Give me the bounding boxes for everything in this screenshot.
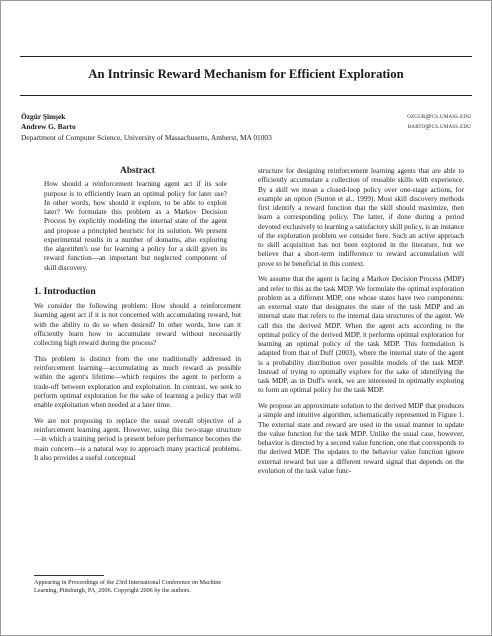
- author-name: Andrew G. Barto: [21, 122, 76, 132]
- paragraph: We are not proposing to replace the usual overall objective of a reinforcement learning agent. However, using this two-stage structure—in which a training period is present before performance becomes the main concern—is a natural way to approach many practical problems. It also provides a useful conceptual: [34, 416, 241, 462]
- left-column: [34, 167, 241, 470]
- affiliation: Department of Computer Science, University of Massachusetts, Amherst, MA 01003: [21, 132, 272, 142]
- author-name: Özgür Şimşek: [21, 112, 66, 121]
- paragraph: This problem is distinct from the one traditionally addressed in reinforcement learning—accumulating as much reward as possible within the agent's lifetime—which requires the agent to perform a trade-off between exploration and exploitation. In contrast, we seek to perform optimal exploration for the sake of learning a policy that will enable exploitation when needed at a later time.: [34, 354, 241, 409]
- section-heading: 1. Introduction: [34, 285, 96, 297]
- right-column: [258, 167, 464, 483]
- footnote-text: Appearing in Proceedings of the 23rd International Conference on Machine Learning, Pittsburgh, PA, 2006. Copyright 2006 by the authors.: [34, 579, 222, 594]
- author-email: barto@cs.umass.edu: [407, 123, 471, 131]
- author-email: ozgur@cs.umass.edu: [407, 113, 471, 120]
- title-top-rule: [20, 56, 472, 57]
- title-bottom-rule: [20, 95, 472, 96]
- paragraph: We propose an approximate solution to the derived MDP that produces a simple and intuitive algorithm, schematically represented in Figure 1. The external state and reward are used in the usual manner to update the value function for the task MDP. Unlike the usual case, however, behavior is directed by a second value function, one that corresponds to the derived MDP. The updates to the behavior value function ignore external reward but use a different reward signal that depends on the evolution of the task value func-: [258, 402, 464, 475]
- paper-title: An Intrinsic Reward Mechanism for Efficient Exploration: [88, 67, 404, 81]
- footnote-rule: [34, 575, 104, 576]
- abstract-text: How should a reinforcement learning agent act if its sole purpose is to efficiently learn an optimal policy for later use? In other words, how should it explore, to be able to exploit later? We formulate this problem as a Markov Decision Process by explicitly modeling the internal state of the agent and propose a principled heuristic for its solution. We present experimental results in a number of domains, also exploring the algorithm's use for learning a policy for a skill given its reward function—an important but neglected component of skill discovery.: [44, 180, 227, 272]
- author-row: [21, 112, 471, 122]
- paragraph: We consider the following problem: How should a reinforcement learning agent act if it is not concerned with accumulating reward, but with the ability to do so when desired? In other words, how can it efficiently learn how to accumulate reward without necessarily collecting high reward during the process?: [34, 302, 241, 347]
- abstract-heading: Abstract: [120, 166, 155, 176]
- footnote: [34, 575, 241, 595]
- author-row: [21, 122, 471, 132]
- author-block: [21, 112, 471, 143]
- paragraph: We assume that the agent is facing a Markov Decision Process (MDP) and refer to this as the task MDP. We formulate the optimal exploration problem as a different MDP, one whose states have two components: an external state that designates the state of the task MDP and an internal state that refers to the internal data structures of the agent. We call this the derived MDP. When the agent acts according to the optimal policy of the derived MDP, it performs optimal exploration for learning an optimal policy of the task MDP. This formulation is adapted from that of Duff (2003), where the internal state of the agent is a probability distribution over possible models of the task MDP. Instead of trying to optimally explore for the sake of identifying the task MDP, as in Duff's work, we are interested in optimally exploring to form an optimal policy for the task MDP.: [258, 275, 464, 395]
- paragraph: structure for designing reinforcement learning agents that are able to efficiently accumulate a collection of reusable skills with experience. By a skill we mean a closed-loop policy over one-stage actions, for example an option (Sutton et al., 1999). Most skill discovery methods first identify a reward function that the skill should maximize, then learn a corresponding policy. The latter, if done during a period devoted exclusively to learning a satisfactory skill policy, is an instance of the exploration problem we consider here. Such an active approach to skill acquisition has not been explored in the literature, but we believe that a short-term indifference to reward accumulation will prove to be beneficial in this context.: [258, 167, 464, 268]
